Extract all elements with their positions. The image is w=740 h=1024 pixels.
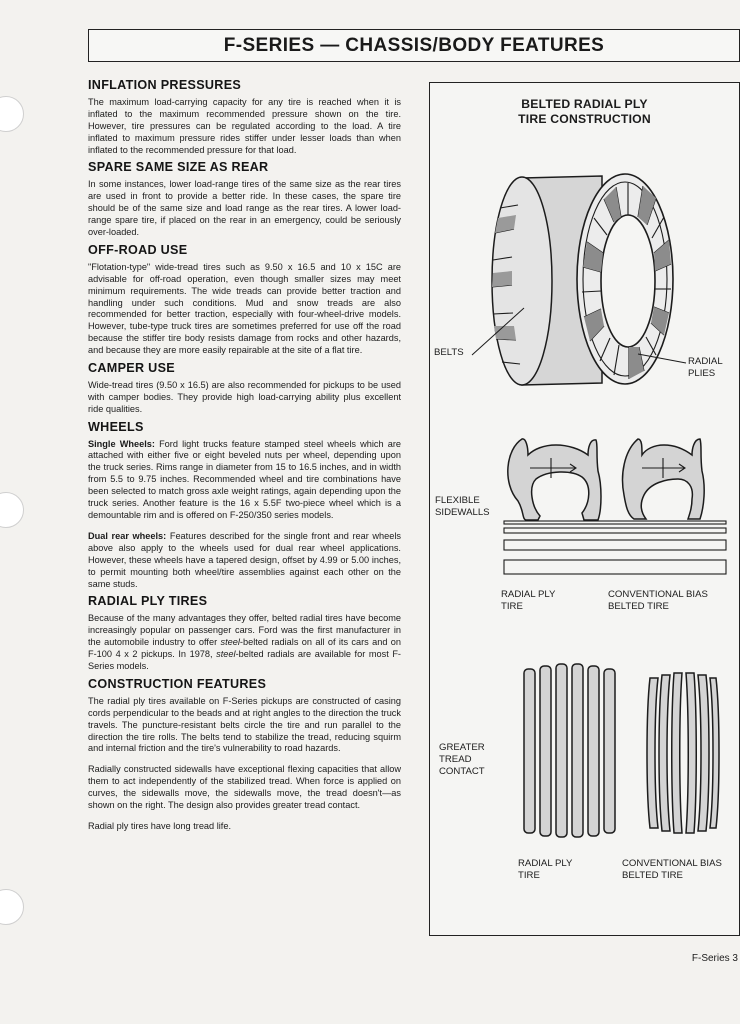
- paragraph-radial: [88, 613, 401, 673]
- label-cb-top-line1: CONVENTIONAL BIAS: [608, 589, 708, 600]
- label-radial-plies-line2: PLIES: [688, 368, 716, 379]
- section-camper: [88, 363, 401, 416]
- diagram-title-line2: TIRE CONSTRUCTION: [518, 112, 651, 126]
- label-belts: BELTS: [434, 347, 464, 358]
- paragraph-offroad: "Flotation-type" wide-tread tires such as 9.50 x 16.5 and 10 x 15C are advisable for off-road operation, even though smaller sizes may meet minimum requirements. The wide treads can provide better traction and handling under such conditions. Mud and snow treads are also recommended for better traction, especially with four-wheel-drive models. However, tube-type truck tires are sometimes preferred for use off the road because the stiffer tire body resists damage from rocks and other hazards, and because they are more easily repairable at the site of a flat tire.: [88, 261, 401, 356]
- label-radial-plies-line1: RADIAL: [688, 356, 723, 367]
- label-gt-line1: GREATER: [439, 742, 485, 753]
- label-cb-bottom-line1: CONVENTIONAL BIAS: [622, 858, 722, 869]
- page-footer: F-Series 3: [691, 953, 738, 964]
- diagram-panel: [429, 82, 740, 936]
- page-title-box: [88, 29, 740, 62]
- label-cb-bottom-line2: BELTED TIRE: [622, 870, 683, 881]
- heading-offroad: OFF-ROAD USE: [88, 242, 188, 257]
- label-rp-bottom-line2: TIRE: [518, 870, 540, 881]
- label-greater-tread-contact: [439, 742, 485, 778]
- radial-text-c: -belted radials are available for most F-Series models.: [88, 649, 401, 671]
- section-spare: [88, 162, 401, 238]
- radial-steel-italic-2: steel: [216, 649, 236, 660]
- label-conventional-bias-bottom: [622, 858, 722, 882]
- label-gt-line3: CONTACT: [439, 766, 485, 777]
- belted-radial-tire-illustration: [472, 174, 686, 385]
- section-offroad: [88, 242, 401, 357]
- paragraph-dual-wheels: [88, 531, 401, 591]
- radial-text-b: -belted radials on all of its cars and on F-100 4 x 2 pickups. In 1978,: [88, 637, 402, 660]
- label-gt-line2: TREAD: [439, 754, 472, 765]
- paragraph-camper: Wide-tread tires (9.50 x 16.5) are also recommended for pickups to be used with camper bodies. They provide high load-carrying ability plus excellent ride qualities.: [88, 379, 401, 414]
- text-column: [88, 80, 401, 940]
- section-inflation: [88, 80, 401, 156]
- paragraph-inflation: The maximum load-carrying capacity for any tire is reached when it is inflated to the maximum recommended pressure shown on the tire. However, tire pressures can be regulated according to the load. A tire inflated to maximum pressure rides stiffer under lesser loads than when inflated to the recommended pressure for that load.: [88, 96, 401, 155]
- label-flexible-sidewalls: [435, 495, 490, 519]
- paragraph-single-wheels: [88, 439, 401, 522]
- label-radial-ply-tire-top: [501, 589, 555, 613]
- section-radial: [88, 596, 401, 672]
- paragraph-spare: In some instances, lower load-range tires of the same size as the rear tires are used in front to provide a better ride. In these cases, the spare tire should be of the same size and load range as the rear tires. A lower load-range spare tire, if placed on the rear in an emergency, could be seriously over-loaded.: [88, 179, 401, 237]
- heading-spare: SPARE SAME SIZE AS REAR: [88, 160, 269, 175]
- diagram-title-line1: BELTED RADIAL PLY: [521, 97, 648, 111]
- punch-hole-top: [0, 96, 24, 132]
- paragraph-construction-3: Radial ply tires have long tread life.: [88, 820, 231, 831]
- label-flexible-line1: FLEXIBLE: [435, 495, 480, 506]
- punch-hole-middle: [0, 492, 24, 528]
- heading-camper: CAMPER USE: [88, 361, 175, 376]
- dual-wheels-text: Features described for the single front and rear wheels above also apply to the wheels used for dual rear wheel applications. However, these wheels have a tapered design, offset by 4.99 or 5.00 inches, to permit mounting both wheel/tire assemblies against each other on the same studs.: [88, 530, 401, 589]
- heading-construction: CONSTRUCTION FEATURES: [88, 676, 267, 691]
- punch-hole-bottom: [0, 889, 24, 925]
- dual-wheels-label: Dual rear wheels:: [88, 530, 167, 541]
- section-construction: [88, 676, 401, 833]
- paragraph-construction-2: Radially constructed sidewalls have exceptional flexing capacities that allow them to act independently of the stabilized tread. When force is applied on curves, the sidewalls move, the sidewalls move, the tread doesn't—as shown on the right. The design also provides greater tread contact.: [88, 764, 401, 811]
- section-wheels: [88, 419, 401, 591]
- heading-wheels: WHEELS: [88, 419, 144, 434]
- label-flexible-line2: SIDEWALLS: [435, 507, 490, 518]
- page-title: F-SERIES — CHASSIS/BODY FEATURES: [223, 35, 605, 56]
- label-radial-plies: [688, 356, 723, 380]
- heading-inflation: INFLATION PRESSURES: [88, 78, 242, 92]
- label-radial-ply-tire-bottom: [518, 858, 572, 882]
- label-cb-top-line2: BELTED TIRE: [608, 601, 669, 612]
- label-rp-bottom-line1: RADIAL PLY: [518, 858, 573, 869]
- label-rp-top-line2: TIRE: [501, 601, 523, 612]
- heading-radial: RADIAL PLY TIRES: [88, 594, 208, 609]
- sidewall-cross-sections: [504, 439, 726, 574]
- label-rp-top-line1: RADIAL PLY: [501, 589, 556, 600]
- single-wheels-label: Single Wheels:: [88, 438, 155, 449]
- label-conventional-bias-top: [608, 589, 708, 613]
- radial-text-a: Because of the many advantages they offer, belted radial tires have become increasingly popular on passenger cars. Ford was the first manufacturer in the automobile industry to offer: [88, 613, 401, 648]
- tread-footprints: [524, 664, 719, 837]
- paragraph-construction-1: The radial ply tires available on F-Series pickups are constructed of casing cords perpendicular to the beads and at right angles to the direction the truck travels. The puncture-resistant belts circle the tire and run parallel to the direction the tire rolls. The belts tend to stabilize the tread, reducing squirm and internal friction and the tire's vulnerability to road hazards.: [88, 695, 401, 754]
- radial-steel-italic-1: steel: [220, 637, 240, 648]
- single-wheels-text: Ford light trucks feature stamped steel wheels which are attached with either five or eight beveled nuts per wheel, depending upon the truck series. Rims range in diameter from 15 to 16.5 inches, and in width from 5.5 to 9.75 inches. Recommended wheel and tire combinations have been selected to match gross axle weight ratings, again depending upon the truck series. Another feature is the 16 x 5.5F two-piece wheel which is a demountable rim and is offered on F-250/350 series models.: [88, 438, 401, 520]
